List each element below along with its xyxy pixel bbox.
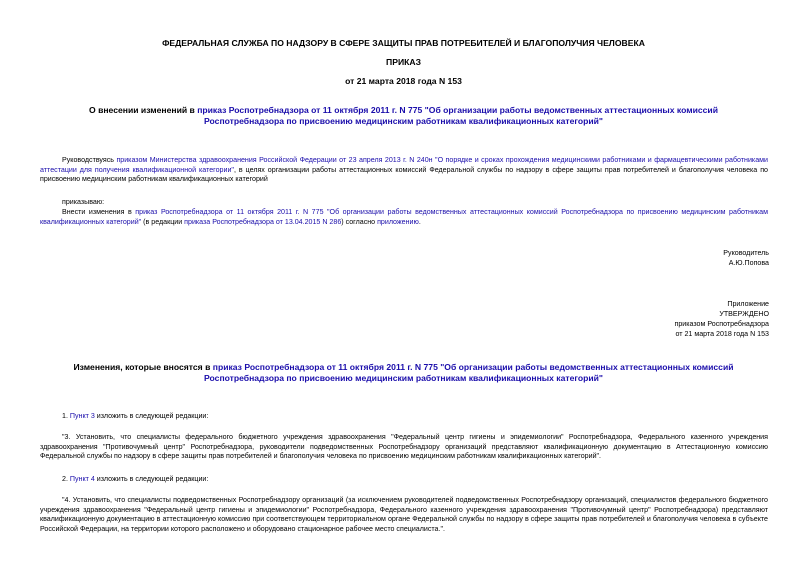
appendix-line-3: приказом Роспотребнадзора (674, 320, 769, 328)
appendix-line-2: УТВЕРЖДЕНО (719, 310, 769, 318)
order-text-2: (в редакции (141, 217, 185, 226)
order-text-1: Внести изменения в (62, 208, 136, 216)
signature-name: А.Ю.Попова (728, 259, 769, 267)
agency-header: ФЕДЕРАЛЬНАЯ СЛУЖБА ПО НАДЗОРУ В СФЕРЕ ЗАЩИТЫ ПРАВ ПОТРЕБИТЕЛЕЙ И БЛАГОПОЛУЧИЯ ЧЕЛОВЕКА (162, 38, 645, 48)
item-1-link[interactable]: Пункт 3 (69, 412, 95, 420)
item-2-link[interactable]: Пункт 4 (69, 475, 95, 483)
item-2-heading (40, 475, 768, 485)
item-2-quote: "4. Установить, что специалисты подведомственных Роспотребнадзору организаций (за исключением руководителей подведомственных Роспотребнадзору организаций, специалистов федерального бюджетного учреждения здравоохранения "Федеральный центр гигиены и эпидемиологии" Роспотребнадзора, Федерального казенного учреждения здравоохранения "Противочумный центр" Роспотребнадзора) представляют квалификационную документацию в аттестационную комиссию при соответствующем территориальном органе Федеральной службы по надзору в сфере защиты прав потребителей и благополучия человека в субъекте Российской Федерации, на территории которого расположено и оборудовано стационарное рабочее место специалиста.". (40, 496, 768, 533)
appendix-line-4: от 21 марта 2018 года N 153 (675, 330, 769, 338)
preamble-link[interactable]: приказом Министерства здравоохранения Российской Федерации от 23 апреля 2013 г. N 240н "О порядке и сроках прохождения медицинскими работниками и фармацевтическими работниками аттестации для получения квалификационной категории" (40, 156, 768, 174)
title-prefix: О внесении изменений в (89, 105, 198, 115)
order-link-2[interactable]: приказа Роспотребнадзора от 13.04.2015 N 286 (184, 217, 342, 226)
signature-role: Руководитель (723, 249, 769, 257)
order-link-3[interactable]: приложению (377, 217, 419, 226)
order-link-1[interactable]: приказ Роспотребнадзора от 11 октября 2011 г. N 775 "Об организации работы ведомственных аттестационных комиссий Роспотребнадзора по присвоению медицинским работникам квалификационных категорий" (40, 208, 769, 226)
appendix-stamp (674, 299, 769, 339)
item-2-num: 2. (62, 475, 70, 483)
changes-title (70, 362, 737, 384)
changes-title-link[interactable]: приказ Роспотребнадзора от 11 октября 2011 г. N 775 "Об организации работы ведомственных аттестационных комиссий Роспотребнадзора по присвоению медицинским работникам квалификационных категорий" (204, 362, 734, 383)
order-text-4: . (418, 217, 421, 226)
appendix-line-1: Приложение (727, 300, 769, 308)
item-1-quote: "3. Установить, что специалисты федерального бюджетного учреждения здравоохранения "Федеральный центр гигиены и эпидемиологии" Роспотребнадзора, Федерального казенного учреждения здравоохранения "Противочумный центр" Роспотребнадзора, руководители подведомственных Роспотребнадзору организаций представляют квалификационную документацию в Аттестационную комиссию Федеральной службы по надзору в сфере защиты прав потребителей и благополучия человека по присвоению медицинским работникам квалификационных категорий". (40, 433, 768, 460)
item-1-heading (40, 412, 768, 422)
preamble-paragraph (40, 156, 768, 185)
order-text-3: ) согласно (341, 217, 378, 226)
doc-date-number: от 21 марта 2018 года N 153 (345, 76, 462, 86)
item-2-text: изложить в следующей редакции: (94, 475, 209, 483)
item-1-num: 1. (62, 412, 70, 420)
title-link[interactable]: приказ Роспотребнадзора от 11 октября 2011 г. N 775 "Об организации работы ведомственных аттестационных комиссий Роспотребнадзора по присвоению медицинским работникам квалификационных категорий" (197, 105, 718, 126)
item-1-text: изложить в следующей редакции: (94, 412, 209, 420)
preamble-suffix: , в целях организации работы аттестационных комиссий Федеральной службы по надзору в сфере защиты прав потребителей и благополучия человека по присвоению медицинским работникам квалификационных категорий (40, 165, 769, 184)
document-title (70, 105, 737, 127)
order-paragraph (40, 208, 768, 227)
preamble-prefix: Руководствуясь (62, 156, 117, 164)
changes-title-prefix: Изменения, которые вносятся в (73, 362, 213, 372)
order-word: приказываю: (62, 198, 105, 206)
doc-type: ПРИКАЗ (386, 57, 421, 67)
signature-block (723, 248, 769, 268)
